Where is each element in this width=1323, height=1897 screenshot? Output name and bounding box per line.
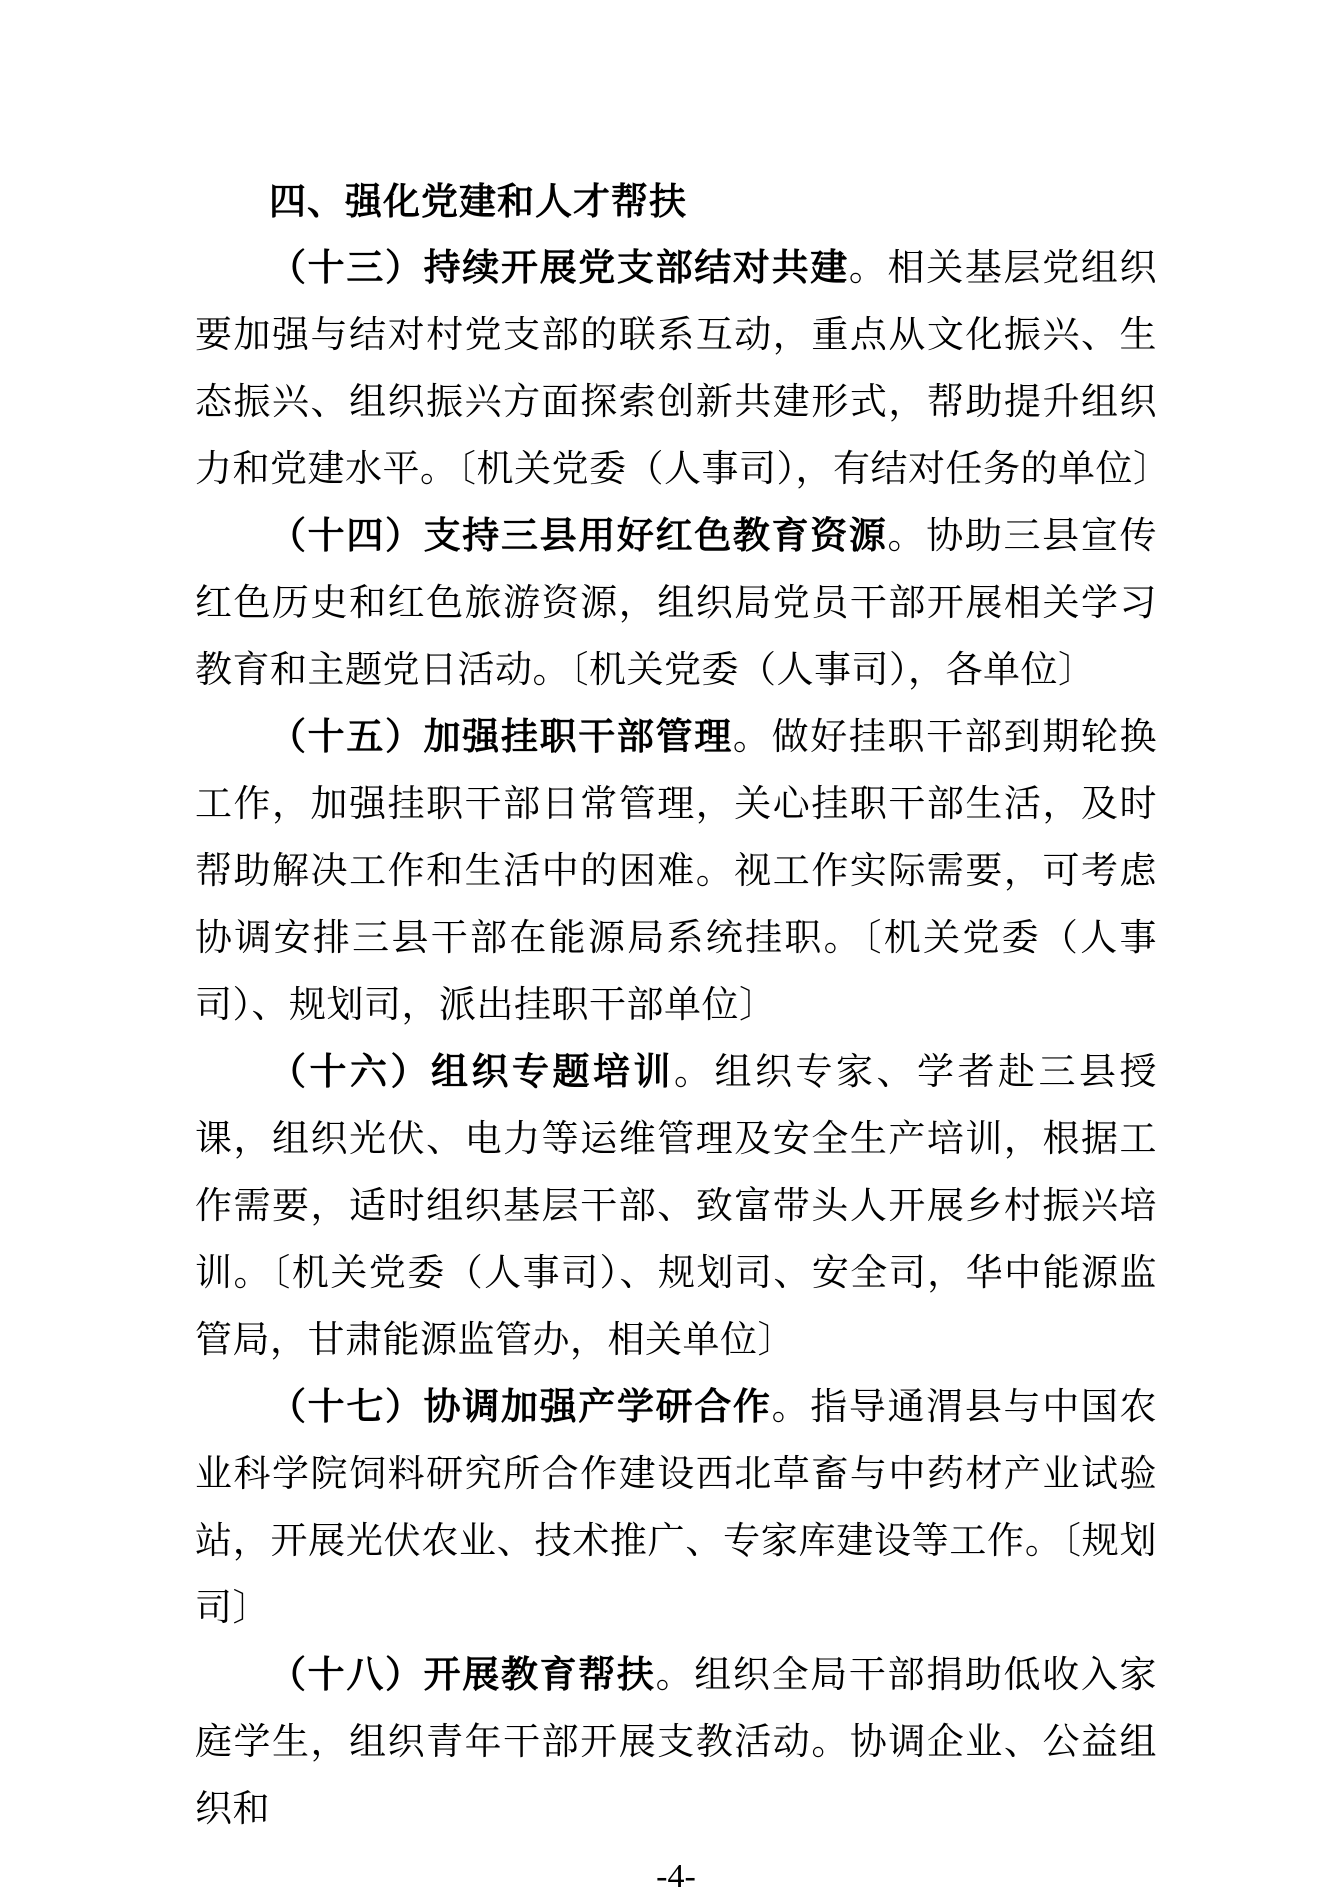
- paragraph-17-lead: （十七）协调加强产学研合作: [269, 1387, 772, 1428]
- paragraph-13: [195, 235, 1171, 503]
- paragraph-15-body: 。做好挂职干部到期轮换工作，加强挂职干部日常管理，关心挂职干部生活，及时帮助解决工作和生活中的困难。视工作实际需要，可考虑协调安排三县干部在能源局系统挂职。〔机关党委（人事司）、规划司，派出挂职干部单位〕: [195, 717, 1158, 1026]
- paragraph-16-lead: （十六）组织专题培训: [269, 1052, 674, 1093]
- paragraph-18-lead: （十八）开展教育帮扶: [269, 1655, 656, 1696]
- paragraph-16: [195, 1039, 1157, 1374]
- paragraph-15-lead: （十五）加强挂职干部管理: [269, 717, 733, 758]
- paragraph-18: [195, 1642, 1157, 1843]
- paragraph-14-body: 。协助三县宣传红色历史和红色旅游资源，组织局党员干部开展相关学习教育和主题党日活动。〔机关党委（人事司），各单位〕: [195, 516, 1158, 691]
- paragraph-16-body: 。组织专家、学者赴三县授课，组织光伏、电力等运维管理及安全生产培训，根据工作需要，适时组织基层干部、致富带头人开展乡村振兴培训。〔机关党委（人事司）、规划司、安全司，华中能源监管局，甘肃能源监管办，相关单位〕: [195, 1052, 1157, 1361]
- document-content: [195, 168, 1171, 1843]
- paragraph-17-body: 。指导通渭县与中国农业科学院饲料研究所合作建设西北草畜与中药材产业试验站，开展光伏农业、技术推广、专家库建设等工作。〔规划司〕: [195, 1387, 1158, 1629]
- paragraph-18-body: 。组织全局干部捐助低收入家庭学生，组织青年干部开展支教活动。协调企业、公益组织和: [195, 1655, 1158, 1830]
- page-number: -4-: [656, 1858, 696, 1895]
- paragraph-14-lead: （十四）支持三县用好红色教育资源: [269, 516, 888, 557]
- section-heading: 四、强化党建和人才帮扶: [269, 181, 687, 222]
- paragraph-14: [195, 503, 1157, 704]
- paragraph-13-body: 。相关基层党组织要加强与结对村党支部的联系互动，重点从文化振兴、生态振兴、组织振兴方面探索创新共建形式，帮助提升组织力和党建水平。〔机关党委（人事司），有结对任务的单位〕: [195, 248, 1171, 490]
- paragraph-15: [195, 704, 1157, 1039]
- paragraph-17: [195, 1374, 1157, 1642]
- paragraph-13-lead: （十三）持续开展党支部结对共建: [269, 248, 849, 289]
